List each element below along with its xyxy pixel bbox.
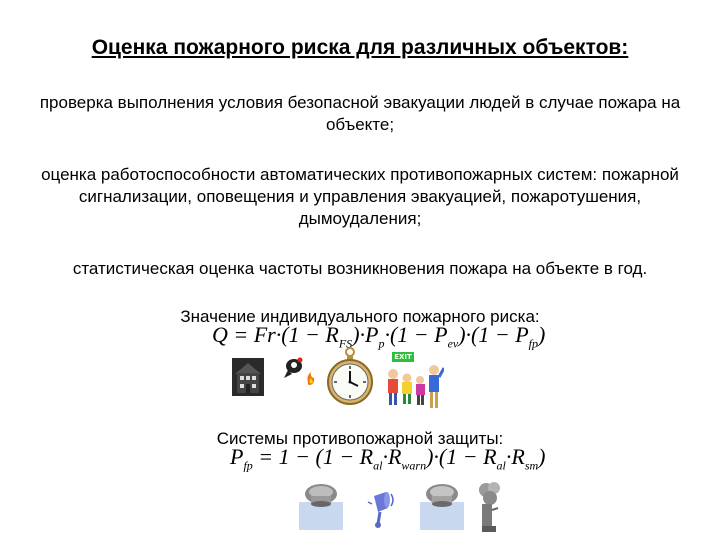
smoke-exhaust-icon xyxy=(474,480,504,539)
smoke-detector-icon xyxy=(299,482,343,535)
list-item-statistics: статистическая оценка частоты возникновения пожара на объекте в год. xyxy=(72,259,648,278)
list-item-evacuation: проверка выполнения условия безопасной эвакуации людей в случае пожара на объекте; xyxy=(39,93,681,134)
sprinkler-icon xyxy=(420,482,464,535)
list-item-systems: оценка работоспособности автоматических противопожарных систем: пожарной сигнализации, оповещения и управления эвакуацией, пожаротушения, дымоудаления; xyxy=(41,165,679,228)
risk-formula: $Q = Fr\cdot(1 - R_{FS})\cdot P_p\cdot(1 - P_{ev})\cdot(1 - P_{fp})$ xyxy=(212,322,546,351)
building-icon xyxy=(232,358,264,401)
siren-icon xyxy=(364,488,398,533)
exit-sign-icon: EXIT xyxy=(392,352,414,362)
people-icon xyxy=(384,364,444,417)
protection-heading: Системы противопожарной защиты: xyxy=(216,429,504,448)
individual-risk-heading: Значение индивидуального пожарного риска: xyxy=(180,307,540,326)
page-title: Оценка пожарного риска для различных объектов: xyxy=(91,36,629,59)
clock-icon xyxy=(326,346,374,413)
protection-formula: $P_{fp} = 1 - (1 - R_{al}\cdot R_{warn})\cdot(1 - R_{al}\cdot R_{sm})$ xyxy=(230,444,546,473)
fire-icon xyxy=(282,354,318,393)
